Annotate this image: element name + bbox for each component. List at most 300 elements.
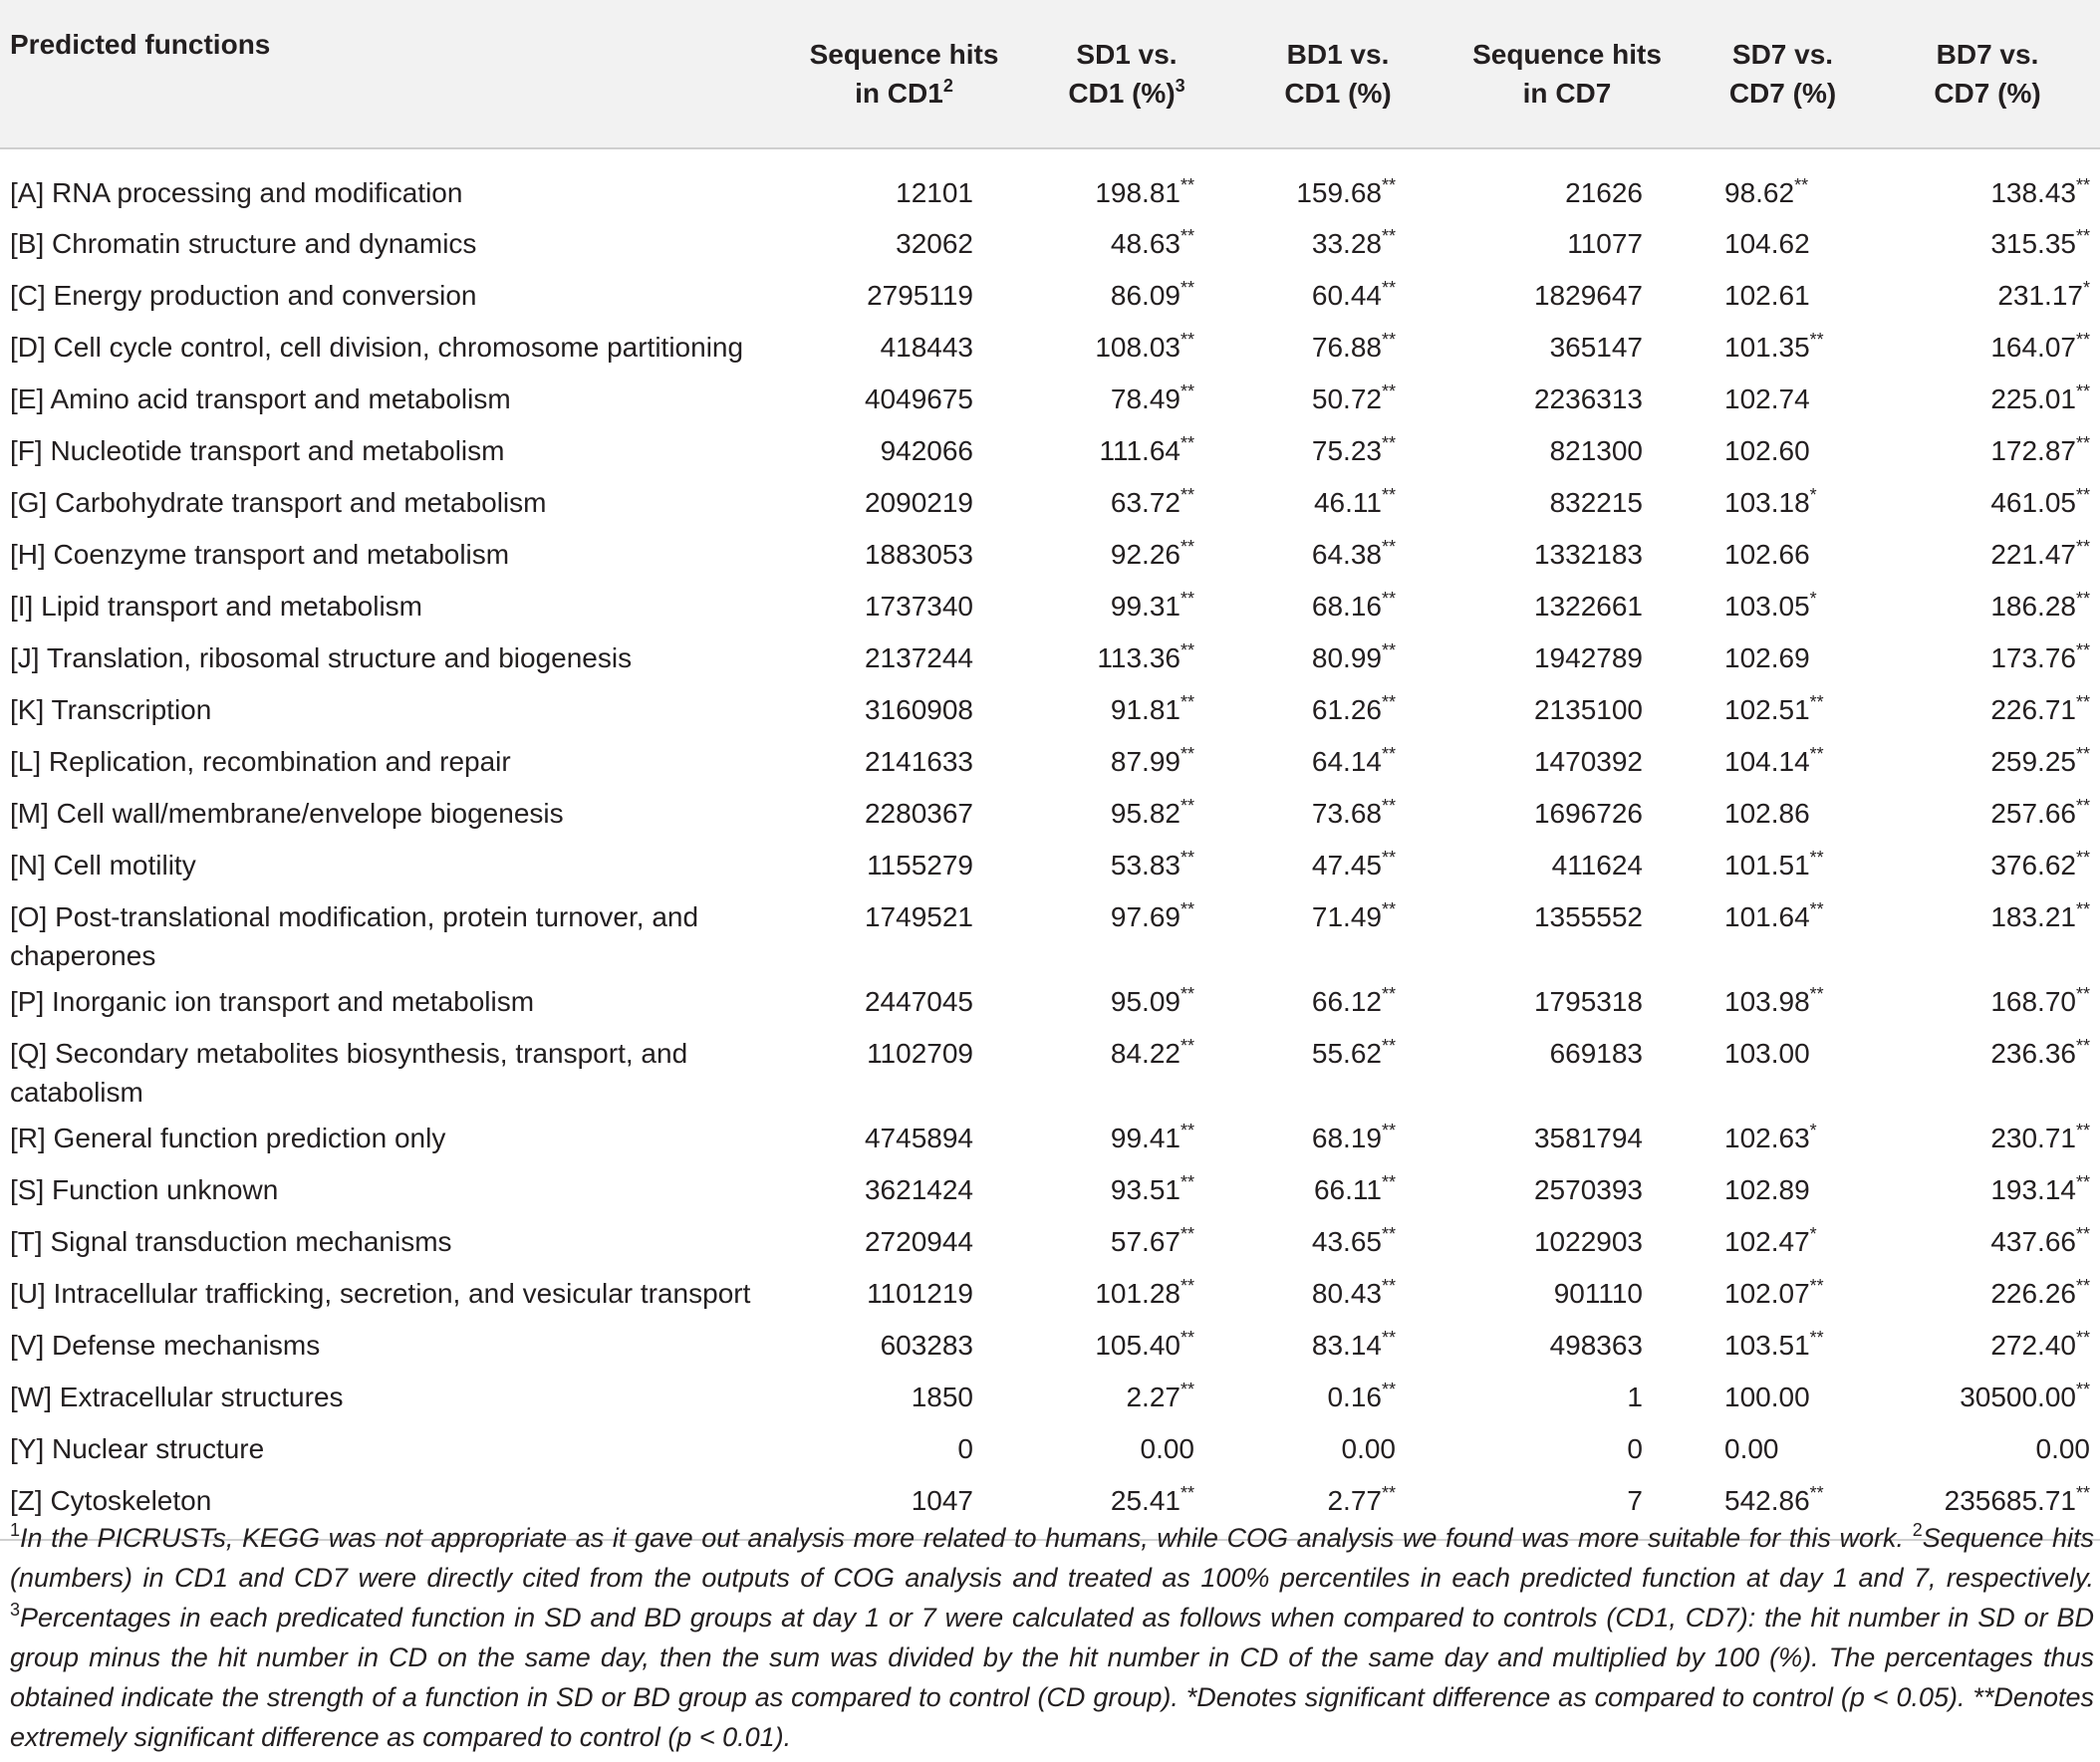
cell-hits-cd7 [1444,1112,1691,1163]
function-name-value: [Y] Nuclear structure [10,1433,265,1464]
cell-hits-cd7 [1444,683,1691,735]
sd1-vs-cd1-value: 84.22 [1110,1038,1181,1069]
cell-hits-cd1 [787,528,1021,580]
hits-cd7-value: 1942789 [1533,642,1643,673]
function-name-value: [U] Intracellular trafficking, secretion, and vesicular transport [10,1278,751,1309]
bd1-vs-cd1-value: 2.77 [1327,1485,1382,1516]
cell-sd7-vs-cd7 [1691,1267,1875,1319]
cell-sd1-vs-cd1 [1021,1027,1232,1112]
cell-hits-cd1 [787,476,1021,528]
significance-mark: ** [2075,1328,2090,1349]
significance-mark: * [1809,589,1817,610]
table-footnotes [10,1518,2094,1757]
cell-hits-cd1 [787,631,1021,683]
cell-sd1-vs-cd1 [1021,373,1232,424]
bd7-vs-cd7-value: 259.25 [1990,746,2076,777]
bd1-vs-cd1-value: 61.26 [1311,694,1382,725]
hits-cd1-value: 418443 [880,332,973,363]
cell-function-name [0,1163,787,1215]
function-name-value: [T] Signal transduction mechanisms [10,1226,452,1257]
significance-mark: ** [1794,175,1809,196]
footnote-ref-2: 2 [942,76,953,97]
cell-function-name [0,1027,787,1112]
cell-bd7-vs-cd7 [1875,975,2100,1027]
table-row [0,735,2100,787]
sd1-vs-cd1-value: 2.27 [1126,1382,1181,1412]
cell-hits-cd1 [787,1371,1021,1422]
cell-sd7-vs-cd7 [1691,631,1875,683]
footnote-2-text: Sequence hits (numbers) in CD1 and CD7 were directly cited from the outputs of COG analysis and treated as 100% percentiles in each predicted function at day 1 and 7, respectively. [10,1523,2094,1593]
header-bd7-line2: CD7 (%) [1934,78,2041,109]
significance-mark: ** [1381,278,1396,299]
significance-mark: ** [1180,589,1194,610]
bd7-vs-cd7-value: 193.14 [1990,1174,2076,1205]
significance-mark: ** [1381,984,1396,1005]
cell-bd7-vs-cd7 [1875,631,2100,683]
cell-bd1-vs-cd1 [1232,269,1444,321]
significance-mark: ** [1381,537,1396,558]
sd7-vs-cd7-value: 103.00 [1724,1038,1810,1069]
cell-bd7-vs-cd7 [1875,217,2100,269]
table-row [0,1319,2100,1371]
cell-function-name [0,1112,787,1163]
header-sd1-line2: CD1 (%) [1068,78,1176,109]
cell-hits-cd1 [787,890,1021,975]
function-name-value: [H] Coenzyme transport and metabolism [10,539,510,570]
cell-function-name [0,217,787,269]
cell-bd7-vs-cd7 [1875,321,2100,373]
table-row [0,1371,2100,1422]
sd7-vs-cd7-value: 102.47 [1724,1226,1810,1257]
bd1-vs-cd1-value: 0.00 [1341,1433,1396,1464]
function-name-value: [Q] Secondary metabolites biosynthesis, transport, and catabolism [10,1038,688,1108]
cell-sd7-vs-cd7 [1691,1319,1875,1371]
function-name-value: [R] General function prediction only [10,1123,446,1153]
bd1-vs-cd1-value: 0.16 [1327,1382,1382,1412]
hits-cd1-value: 1737340 [864,591,973,622]
significance-mark: ** [2075,899,2090,920]
cell-hits-cd7 [1444,321,1691,373]
significance-mark: ** [1180,1483,1194,1504]
hits-cd1-value: 1749521 [864,901,973,932]
sd7-vs-cd7-value: 102.07 [1724,1278,1810,1309]
footnote-3-mark: 3 [10,1600,21,1621]
cell-hits-cd7 [1444,735,1691,787]
cell-bd1-vs-cd1 [1232,1422,1444,1474]
hits-cd7-value: 1022903 [1533,1226,1643,1257]
cell-hits-cd1 [787,321,1021,373]
cell-sd1-vs-cd1 [1021,1163,1232,1215]
cell-sd1-vs-cd1 [1021,476,1232,528]
function-name-value: [S] Function unknown [10,1174,279,1205]
cell-function-name [0,735,787,787]
header-sequence-hits-cd7 [1444,0,1691,148]
cell-hits-cd1 [787,787,1021,839]
cell-bd7-vs-cd7 [1875,424,2100,476]
hits-cd7-value: 498363 [1549,1330,1643,1361]
bd1-vs-cd1-value: 50.72 [1311,383,1382,414]
sd1-vs-cd1-value: 99.41 [1110,1123,1181,1153]
cell-sd7-vs-cd7 [1691,148,1875,217]
sd7-vs-cd7-value: 103.18 [1724,487,1810,518]
header-predicted-functions: Predicted functions [0,0,787,148]
significance-mark: ** [1180,848,1194,869]
significance-mark: ** [1381,640,1396,661]
hits-cd1-value: 32062 [896,228,973,259]
bd1-vs-cd1-value: 64.14 [1311,746,1382,777]
cell-bd1-vs-cd1 [1232,1163,1444,1215]
significance-mark: ** [1180,640,1194,661]
cell-hits-cd1 [787,975,1021,1027]
significance-mark: ** [1381,1121,1396,1141]
cell-sd7-vs-cd7 [1691,975,1875,1027]
function-name-value: [M] Cell wall/membrane/envelope biogenesis [10,798,564,829]
header-cd7-line1: Sequence hits [1472,39,1662,70]
cell-function-name [0,321,787,373]
cell-hits-cd7 [1444,424,1691,476]
bd1-vs-cd1-value: 68.16 [1311,591,1382,622]
cell-hits-cd1 [787,373,1021,424]
bd1-vs-cd1-value: 159.68 [1296,177,1382,208]
cell-function-name [0,890,787,975]
significance-mark: ** [1809,1276,1824,1297]
significance-mark: * [2082,278,2090,299]
significance-mark: ** [1180,433,1194,454]
header-sequence-hits-cd1 [787,0,1021,148]
table-row [0,890,2100,975]
cell-sd1-vs-cd1 [1021,735,1232,787]
cell-hits-cd1 [787,683,1021,735]
significance-mark: ** [2075,1172,2090,1193]
bd7-vs-cd7-value: 30500.00 [1960,1382,2076,1412]
cell-function-name [0,1215,787,1267]
cell-function-name [0,580,787,631]
hits-cd7-value: 3581794 [1533,1123,1643,1153]
hits-cd7-value: 365147 [1549,332,1643,363]
bd7-vs-cd7-value: 225.01 [1990,383,2076,414]
table-row [0,476,2100,528]
bd7-vs-cd7-value: 236.36 [1990,1038,2076,1069]
cell-sd7-vs-cd7 [1691,217,1875,269]
significance-mark: ** [1381,381,1396,402]
cell-sd1-vs-cd1 [1021,1422,1232,1474]
cell-hits-cd7 [1444,476,1691,528]
significance-mark: ** [1809,848,1824,869]
sd1-vs-cd1-value: 95.82 [1110,798,1181,829]
significance-mark: ** [2075,433,2090,454]
header-sd1-vs-cd1 [1021,0,1232,148]
bd1-vs-cd1-value: 60.44 [1311,280,1382,311]
function-name-value: [A] RNA processing and modification [10,177,463,208]
bd7-vs-cd7-value: 138.43 [1990,177,2076,208]
hits-cd7-value: 1696726 [1533,798,1643,829]
significance-mark: ** [1180,485,1194,506]
significance-mark: ** [1381,1276,1396,1297]
cell-hits-cd7 [1444,269,1691,321]
bd1-vs-cd1-value: 80.43 [1311,1278,1382,1309]
hits-cd1-value: 3621424 [864,1174,973,1205]
cell-hits-cd7 [1444,1027,1691,1112]
bd7-vs-cd7-value: 172.87 [1990,435,2076,466]
sd1-vs-cd1-value: 93.51 [1110,1174,1181,1205]
header-sd7-line2: CD7 (%) [1728,78,1837,109]
cell-function-name [0,148,787,217]
significance-mark: ** [1180,796,1194,817]
cell-bd7-vs-cd7 [1875,1319,2100,1371]
cell-bd7-vs-cd7 [1875,1027,2100,1112]
significance-mark: ** [2075,984,2090,1005]
cell-bd7-vs-cd7 [1875,683,2100,735]
cell-hits-cd1 [787,839,1021,890]
table-row [0,1112,2100,1163]
bd7-vs-cd7-value: 183.21 [1990,901,2076,932]
significance-mark: ** [1809,692,1824,713]
sd7-vs-cd7-value: 102.74 [1724,383,1810,414]
hits-cd7-value: 821300 [1549,435,1643,466]
cell-bd1-vs-cd1 [1232,476,1444,528]
cell-sd7-vs-cd7 [1691,839,1875,890]
bd1-vs-cd1-value: 33.28 [1311,228,1382,259]
sd7-vs-cd7-value: 102.66 [1724,539,1810,570]
sd7-vs-cd7-value: 103.51 [1724,1330,1810,1361]
cell-bd7-vs-cd7 [1875,269,2100,321]
cell-hits-cd7 [1444,217,1691,269]
cell-sd1-vs-cd1 [1021,975,1232,1027]
significance-mark: ** [1381,1328,1396,1349]
cell-bd7-vs-cd7 [1875,787,2100,839]
footnote-2-mark: 2 [1912,1520,1923,1541]
sd1-vs-cd1-value: 87.99 [1110,746,1181,777]
cell-bd1-vs-cd1 [1232,148,1444,217]
cell-sd1-vs-cd1 [1021,148,1232,217]
significance-mark: ** [1809,899,1824,920]
cell-hits-cd1 [787,148,1021,217]
significance-mark: ** [1381,330,1396,351]
cell-bd7-vs-cd7 [1875,1163,2100,1215]
significance-mark: ** [1180,1328,1194,1349]
cell-sd1-vs-cd1 [1021,1371,1232,1422]
significance-mark: ** [1381,692,1396,713]
significance-mark: ** [1381,226,1396,247]
cell-function-name [0,424,787,476]
sd7-vs-cd7-value: 101.64 [1724,901,1810,932]
cell-sd1-vs-cd1 [1021,424,1232,476]
table-row [0,1267,2100,1319]
table-row [0,321,2100,373]
hits-cd1-value: 4745894 [864,1123,973,1153]
cell-hits-cd7 [1444,839,1691,890]
bd7-vs-cd7-value: 235685.71 [1944,1485,2076,1516]
hits-cd1-value: 1850 [911,1382,973,1412]
cell-sd1-vs-cd1 [1021,631,1232,683]
cell-hits-cd1 [787,580,1021,631]
cell-bd7-vs-cd7 [1875,373,2100,424]
footnote-1-text: In the PICRUSTs, KEGG was not appropriate as it gave out analysis more related to humans, while COG analysis we found was more suitable for this work. [20,1523,1905,1553]
function-name-value: [W] Extracellular structures [10,1382,344,1412]
significance-mark: ** [1381,796,1396,817]
table-row [0,1215,2100,1267]
bd7-vs-cd7-value: 173.76 [1990,642,2076,673]
significance-mark: ** [1180,692,1194,713]
significance-mark: ** [2075,1483,2090,1504]
cell-bd1-vs-cd1 [1232,683,1444,735]
hits-cd7-value: 411624 [1551,850,1643,881]
cell-bd1-vs-cd1 [1232,373,1444,424]
cell-bd7-vs-cd7 [1875,148,2100,217]
cell-sd7-vs-cd7 [1691,735,1875,787]
significance-mark: * [1809,1121,1817,1141]
cell-bd7-vs-cd7 [1875,1267,2100,1319]
function-name-value: [B] Chromatin structure and dynamics [10,228,477,259]
function-name-value: [L] Replication, recombination and repair [10,746,511,777]
sd7-vs-cd7-value: 104.62 [1724,228,1810,259]
footnote-1-mark: 1 [10,1520,21,1541]
significance-mark: ** [1809,744,1824,765]
hits-cd7-value: 7 [1627,1485,1643,1516]
header-sd7-line1: SD7 vs. [1731,39,1834,70]
cell-sd1-vs-cd1 [1021,269,1232,321]
significance-mark: ** [1381,433,1396,454]
cell-bd1-vs-cd1 [1232,217,1444,269]
hits-cd7-value: 669183 [1549,1038,1643,1069]
header-sd7-vs-cd7 [1691,0,1875,148]
significance-mark: * [1809,1224,1817,1245]
cell-sd1-vs-cd1 [1021,1319,1232,1371]
significance-mark: ** [2075,537,2090,558]
cell-bd1-vs-cd1 [1232,1267,1444,1319]
sd7-vs-cd7-value: 101.35 [1724,332,1810,363]
sd1-vs-cd1-value: 57.67 [1110,1226,1181,1257]
function-name-value: [Z] Cytoskeleton [10,1485,212,1516]
cell-sd1-vs-cd1 [1021,1215,1232,1267]
sd1-vs-cd1-value: 48.63 [1110,228,1181,259]
sd7-vs-cd7-value: 542.86 [1724,1485,1810,1516]
header-row [0,0,2100,148]
bd1-vs-cd1-value: 47.45 [1311,850,1382,881]
sd1-vs-cd1-value: 78.49 [1110,383,1181,414]
footnote-3-text: Percentages in each predicated function in SD and BD groups at day 1 or 7 were calculated as follows when compared to controls (CD1, CD7): the hit number in SD or BD group minus the hit number in CD on the same day, then the sum was divided by the hit number in CD of the same day and multiplied by 100 (%). The percentages thus obtained indicate the strength of a function in SD or BD group as compared to control (CD group). *Denotes significant difference as compared to control (p < 0.05). **Denotes extremely significant difference as compared to control (p < 0.01). [10,1603,2094,1752]
cell-sd7-vs-cd7 [1691,890,1875,975]
function-name-value: [G] Carbohydrate transport and metabolism [10,487,547,518]
table-row [0,148,2100,217]
cell-function-name [0,1371,787,1422]
significance-mark: ** [1180,1276,1194,1297]
sd1-vs-cd1-value: 25.41 [1110,1485,1181,1516]
hits-cd7-value: 1470392 [1533,746,1643,777]
cell-hits-cd7 [1444,975,1691,1027]
cell-function-name [0,839,787,890]
significance-mark: ** [2075,330,2090,351]
significance-mark: ** [2075,1276,2090,1297]
hits-cd1-value: 1047 [911,1485,973,1516]
table-row [0,269,2100,321]
cell-bd7-vs-cd7 [1875,890,2100,975]
sd1-vs-cd1-value: 97.69 [1110,901,1181,932]
sd1-vs-cd1-value: 99.31 [1110,591,1181,622]
header-bd7-line1: BD7 vs. [1936,39,2039,70]
table-body [0,148,2100,1540]
significance-mark: ** [2075,1121,2090,1141]
cell-hits-cd7 [1444,1215,1691,1267]
significance-mark: ** [1381,1380,1396,1400]
significance-mark: ** [1809,330,1824,351]
cell-hits-cd1 [787,1112,1021,1163]
sd1-vs-cd1-value: 105.40 [1095,1330,1181,1361]
significance-mark: ** [1381,744,1396,765]
cell-bd1-vs-cd1 [1232,580,1444,631]
significance-mark: ** [2075,848,2090,869]
sd7-vs-cd7-value: 104.14 [1724,746,1810,777]
hits-cd1-value: 2795119 [867,280,973,311]
cell-hits-cd1 [787,1422,1021,1474]
sd7-vs-cd7-value: 100.00 [1724,1382,1810,1412]
cell-bd7-vs-cd7 [1875,580,2100,631]
significance-mark: ** [2075,589,2090,610]
cell-sd1-vs-cd1 [1021,580,1232,631]
table-header [0,0,2100,148]
cell-function-name [0,1319,787,1371]
hits-cd1-value: 0 [957,1433,973,1464]
significance-mark: ** [1381,899,1396,920]
cell-sd1-vs-cd1 [1021,321,1232,373]
bd1-vs-cd1-value: 68.19 [1311,1123,1382,1153]
table-row [0,839,2100,890]
cell-function-name [0,373,787,424]
cell-sd7-vs-cd7 [1691,1215,1875,1267]
significance-mark: ** [2075,485,2090,506]
significance-mark: ** [1180,899,1194,920]
cell-sd7-vs-cd7 [1691,1163,1875,1215]
cell-bd7-vs-cd7 [1875,735,2100,787]
bd7-vs-cd7-value: 437.66 [1990,1226,2076,1257]
cell-function-name [0,1267,787,1319]
hits-cd7-value: 1795318 [1533,986,1643,1017]
cell-hits-cd7 [1444,890,1691,975]
table-row [0,580,2100,631]
bd1-vs-cd1-value: 46.11 [1313,487,1382,518]
bd7-vs-cd7-value: 226.26 [1990,1278,2076,1309]
sd7-vs-cd7-value: 103.05 [1724,591,1810,622]
cell-bd1-vs-cd1 [1232,1215,1444,1267]
cell-hits-cd1 [787,1027,1021,1112]
bd7-vs-cd7-value: 376.62 [1990,850,2076,881]
significance-mark: ** [1180,226,1194,247]
significance-mark: ** [1180,330,1194,351]
cell-hits-cd1 [787,269,1021,321]
function-name-value: [E] Amino acid transport and metabolism [10,383,511,414]
significance-mark: ** [1809,1483,1824,1504]
cell-hits-cd1 [787,217,1021,269]
significance-mark: ** [1180,1380,1194,1400]
hits-cd1-value: 12101 [896,177,973,208]
cell-bd1-vs-cd1 [1232,321,1444,373]
hits-cd1-value: 2137244 [864,642,973,673]
cell-bd7-vs-cd7 [1875,476,2100,528]
hits-cd7-value: 1355552 [1533,901,1643,932]
cell-function-name [0,476,787,528]
hits-cd7-value: 2570393 [1533,1174,1643,1205]
table-row [0,1027,2100,1112]
cell-bd7-vs-cd7 [1875,528,2100,580]
cell-function-name [0,683,787,735]
cell-bd7-vs-cd7 [1875,1371,2100,1422]
hits-cd1-value: 2720944 [864,1226,973,1257]
sd1-vs-cd1-value: 91.81 [1110,694,1181,725]
bd7-vs-cd7-value: 221.47 [1990,539,2076,570]
bd1-vs-cd1-value: 83.14 [1311,1330,1382,1361]
hits-cd7-value: 901110 [1553,1278,1643,1309]
cell-sd7-vs-cd7 [1691,321,1875,373]
